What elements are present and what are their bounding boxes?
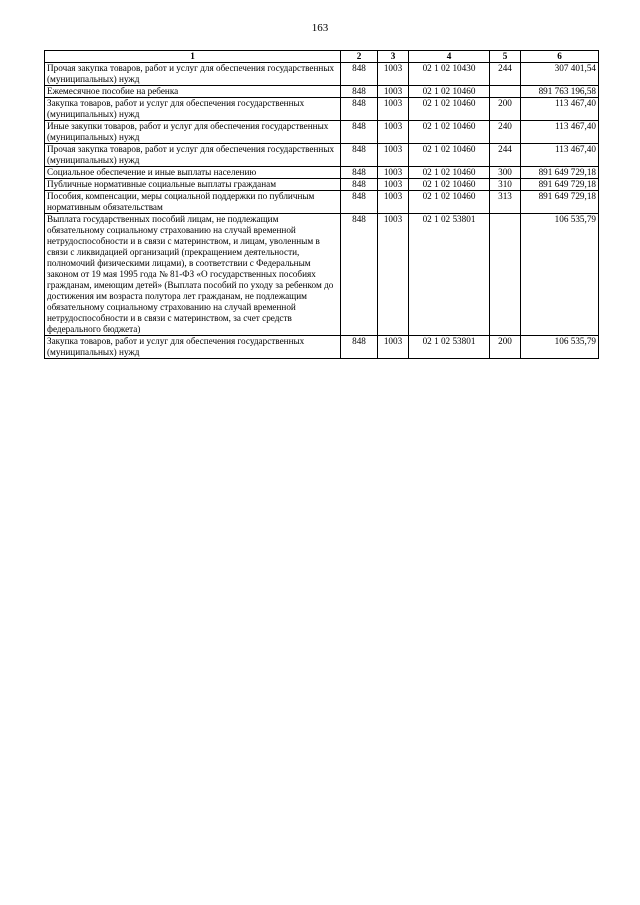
row-type: 300 (490, 167, 521, 179)
row-section: 1003 (378, 336, 409, 359)
row-code: 848 (341, 121, 378, 144)
table-row (45, 98, 599, 121)
row-amount: 106 535,79 (521, 336, 599, 359)
row-section: 1003 (378, 191, 409, 214)
row-target: 02 1 02 10460 (409, 144, 490, 167)
row-amount: 113 467,40 (521, 144, 599, 167)
column-header: 4 (409, 51, 490, 63)
row-code: 848 (341, 98, 378, 121)
table-row (45, 121, 599, 144)
row-target: 02 1 02 10460 (409, 86, 490, 98)
row-target: 02 1 02 10460 (409, 179, 490, 191)
row-name: Иные закупки товаров, работ и услуг для обеспечения государственных (муниципальных) нужд (45, 121, 341, 144)
table-row (45, 179, 599, 191)
row-target: 02 1 02 10460 (409, 98, 490, 121)
row-name: Прочая закупка товаров, работ и услуг для обеспечения государственных (муниципальных) нужд (45, 144, 341, 167)
row-section: 1003 (378, 144, 409, 167)
table-row (45, 167, 599, 179)
row-target: 02 1 02 10460 (409, 191, 490, 214)
row-name: Закупка товаров, работ и услуг для обеспечения государственных (муниципальных) нужд (45, 98, 341, 121)
row-name: Прочая закупка товаров, работ и услуг для обеспечения государственных (муниципальных) нужд (45, 63, 341, 86)
row-name: Пособия, компенсации, меры социальной поддержки по публичным нормативным обязательствам (45, 191, 341, 214)
row-amount: 891 649 729,18 (521, 191, 599, 214)
column-header: 3 (378, 51, 409, 63)
column-header: 2 (341, 51, 378, 63)
row-section: 1003 (378, 121, 409, 144)
row-amount: 113 467,40 (521, 98, 599, 121)
table-row (45, 63, 599, 86)
row-amount: 106 535,79 (521, 214, 599, 336)
row-section: 1003 (378, 86, 409, 98)
row-target: 02 1 02 10460 (409, 167, 490, 179)
table-row (45, 336, 599, 359)
row-code: 848 (341, 86, 378, 98)
page-number: 163 (311, 22, 329, 34)
row-section: 1003 (378, 214, 409, 336)
row-amount: 891 649 729,18 (521, 179, 599, 191)
row-target: 02 1 02 53801 (409, 336, 490, 359)
row-name: Выплата государственных пособий лицам, не подлежащим обязательному социальному страхованию на случай временной нетрудоспособности и в связи с материнством, и лицам, уволенным в связи с ликвидацией организаций (прекращением деятельности, полномочий физическими лицами), в соответствии с Федеральным законом от 19 мая 1995 года № 81-ФЗ «О государственных пособиях гражданам, имеющим детей» (Выплата пособий по уходу за ребенком до достижения им возраста полутора лет гражданам, не подлежащим обязательному социальному страхованию на случай временной нетрудоспособности и в связи с материнством, за счет средств федерального бюджета) (45, 214, 341, 336)
row-code: 848 (341, 336, 378, 359)
row-type: 240 (490, 121, 521, 144)
column-header: 1 (45, 51, 341, 63)
row-code: 848 (341, 144, 378, 167)
table-row (45, 86, 599, 98)
row-name: Закупка товаров, работ и услуг для обеспечения государственных (муниципальных) нужд (45, 336, 341, 359)
table-row (45, 191, 599, 214)
row-section: 1003 (378, 63, 409, 86)
row-code: 848 (341, 191, 378, 214)
row-section: 1003 (378, 98, 409, 121)
row-amount: 891 649 729,18 (521, 167, 599, 179)
row-amount: 307 401,54 (521, 63, 599, 86)
row-section: 1003 (378, 179, 409, 191)
row-code: 848 (341, 167, 378, 179)
row-target: 02 1 02 10460 (409, 121, 490, 144)
row-code: 848 (341, 179, 378, 191)
row-name: Ежемесячное пособие на ребенка (45, 86, 341, 98)
table-header-row (45, 51, 599, 63)
row-type: 244 (490, 63, 521, 86)
row-type (490, 214, 521, 336)
column-header: 6 (521, 51, 599, 63)
row-code: 848 (341, 214, 378, 336)
row-amount: 113 467,40 (521, 121, 599, 144)
row-target: 02 1 02 53801 (409, 214, 490, 336)
row-type: 244 (490, 144, 521, 167)
row-name: Социальное обеспечение и иные выплаты населению (45, 167, 341, 179)
row-code: 848 (341, 63, 378, 86)
column-header: 5 (490, 51, 521, 63)
row-type: 313 (490, 191, 521, 214)
row-section: 1003 (378, 167, 409, 179)
row-amount: 891 763 196,58 (521, 86, 599, 98)
row-type: 310 (490, 179, 521, 191)
row-type: 200 (490, 336, 521, 359)
row-target: 02 1 02 10430 (409, 63, 490, 86)
row-type: 200 (490, 98, 521, 121)
row-type (490, 86, 521, 98)
row-name: Публичные нормативные социальные выплаты гражданам (45, 179, 341, 191)
budget-table (44, 50, 599, 359)
table-row (45, 144, 599, 167)
table-row (45, 214, 599, 336)
